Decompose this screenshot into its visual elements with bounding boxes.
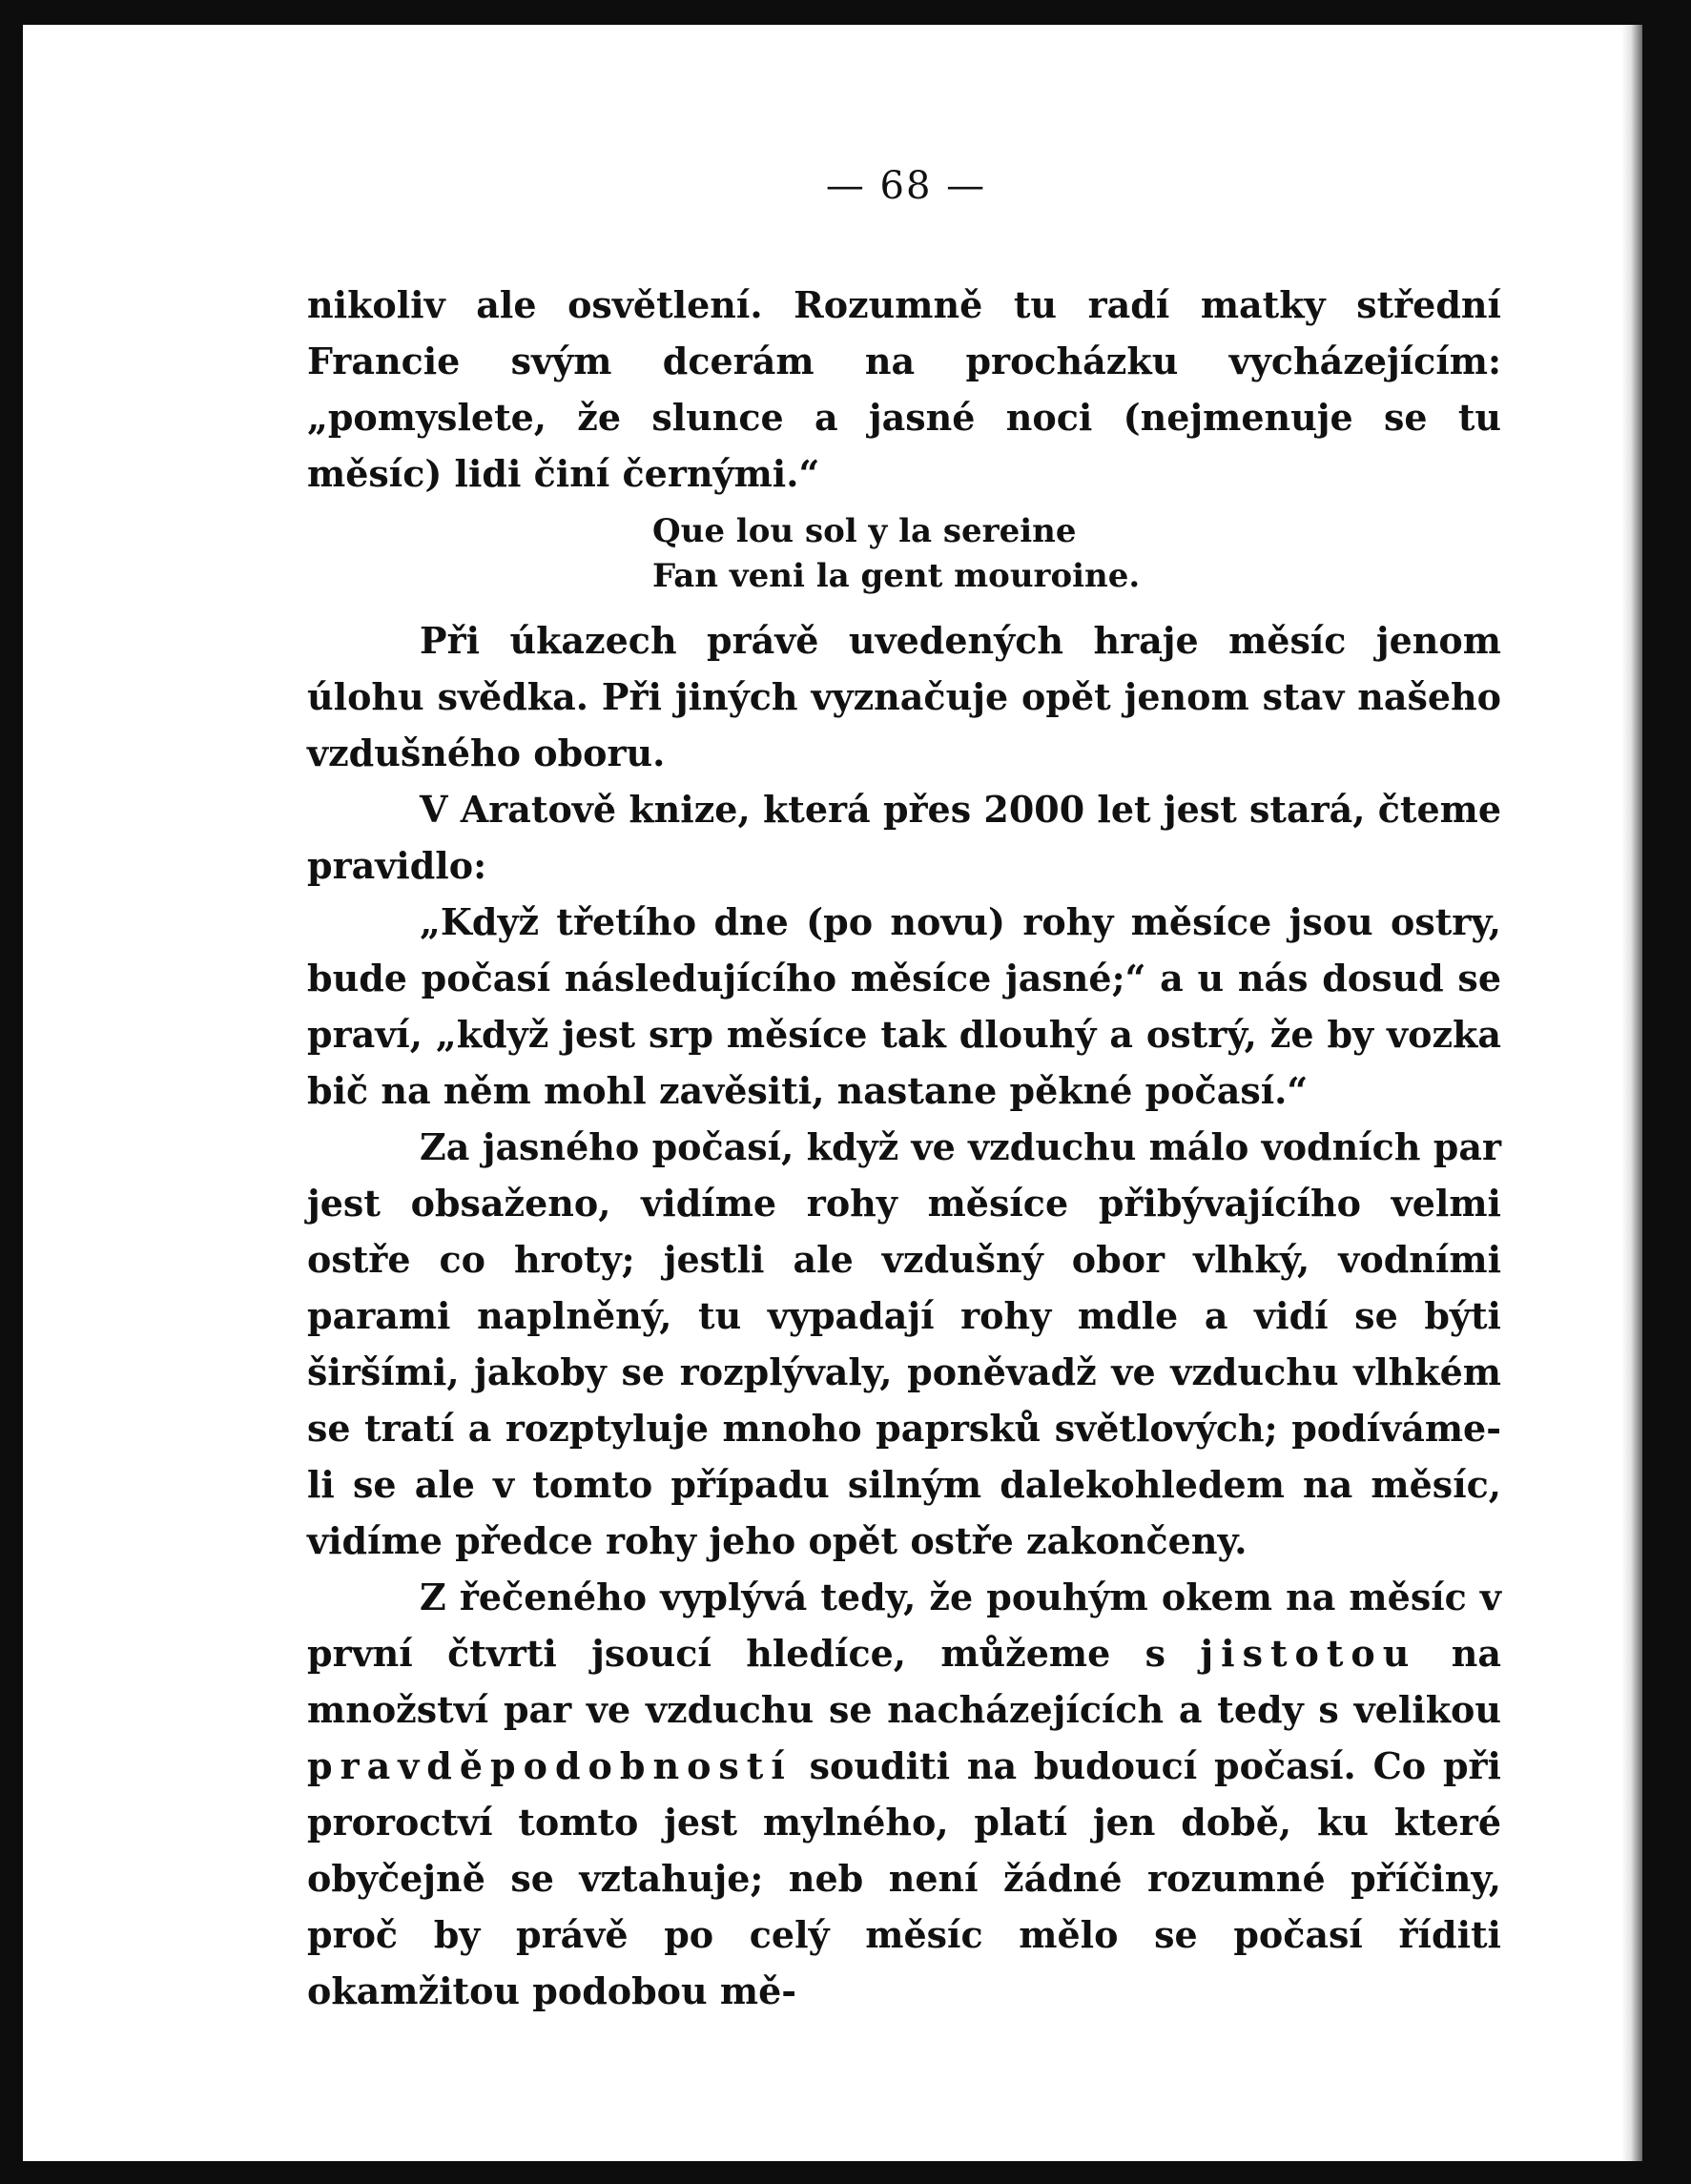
scan-border-bottom <box>0 2161 1691 2184</box>
paragraph-1: nikoliv ale osvětlení. Rozumně tu radí matky střední Francie svým dcerám na procházku vycházejícím: „pomyslete, že slunce a jasné noci (nejmenuje se tu měsíc) lidi činí černými.“ <box>307 283 1501 495</box>
paragraph-2: Při úkazech právě uvedených hraje měsíc jenom úlohu svědka. Při jiných vyznačuje opět jenom stav našeho vzdušného oboru. <box>307 619 1501 774</box>
paragraph-6-part-a: Z řečeného vyplývá tedy, že pouhým okem na měsíc v první čtvrti jsoucí hledíce, můžeme s <box>307 1576 1501 1675</box>
verse-quote <box>307 502 1501 612</box>
scan-border-right <box>1642 0 1691 2184</box>
emphasis-jistotou: jistotou <box>1200 1632 1417 1675</box>
paragraph-6-part-c: souditi na budoucí počasí. Co při proroctví tomto jest mylného, platí jen době, ku které obyčejně se vztahuje; neb není žádné rozumné příčiny, proč by právě po celý měsíc mělo se počasí říditi okamžitou podobou mě- <box>307 1744 1501 2012</box>
scan-border-left <box>0 0 23 2184</box>
verse-line-2: Fan veni la gent mouroine. <box>652 557 1141 595</box>
paragraph-5: Za jasného počasí, když ve vzduchu málo vodních par jest obsaženo, vidíme rohy měsíce přibývajícího velmi ostře co hroty; jestli ale vzdušný obor vlhký, vodními parami naplněný, tu vypadají rohy mdle a vidí se býti širšími, jakoby se rozplývaly, poněvadž ve vzduchu vlhkém se tratí a rozptyluje mnoho paprsků světlových; podíváme-li se ale v tomto případu silným dalekohledem na měsíc, vidíme předce rohy jeho opět ostře zakončeny. <box>307 1125 1501 1562</box>
paragraph-6 <box>307 1569 1501 2019</box>
verse-line-1: Que lou sol y la sereine <box>652 512 1077 550</box>
paragraph-3: V Aratově knize, která přes 2000 let jest stará, čteme pravidlo: <box>307 788 1501 887</box>
paragraph-6-part-b: na množství par ve vzduchu se nacházejících a tedy s velikou <box>307 1632 1501 1731</box>
emphasis-pravdepodobnosti: pravděpodobností <box>307 1744 793 1787</box>
paragraph-4: „Když třetího dne (po novu) rohy měsíce jsou ostry, bude počasí následujícího měsíce jasné;“ a u nás dosud se praví, „když jest srp měsíce tak dlouhý a ostrý, že by vozka bič na něm mohl zavěsiti, nastane pěkné počasí.“ <box>307 900 1501 1112</box>
scan-border-top <box>0 0 1691 25</box>
page-number: — 68 — <box>825 164 987 208</box>
body-text <box>307 277 1501 2019</box>
page-spine-shadow <box>1621 25 1642 2161</box>
